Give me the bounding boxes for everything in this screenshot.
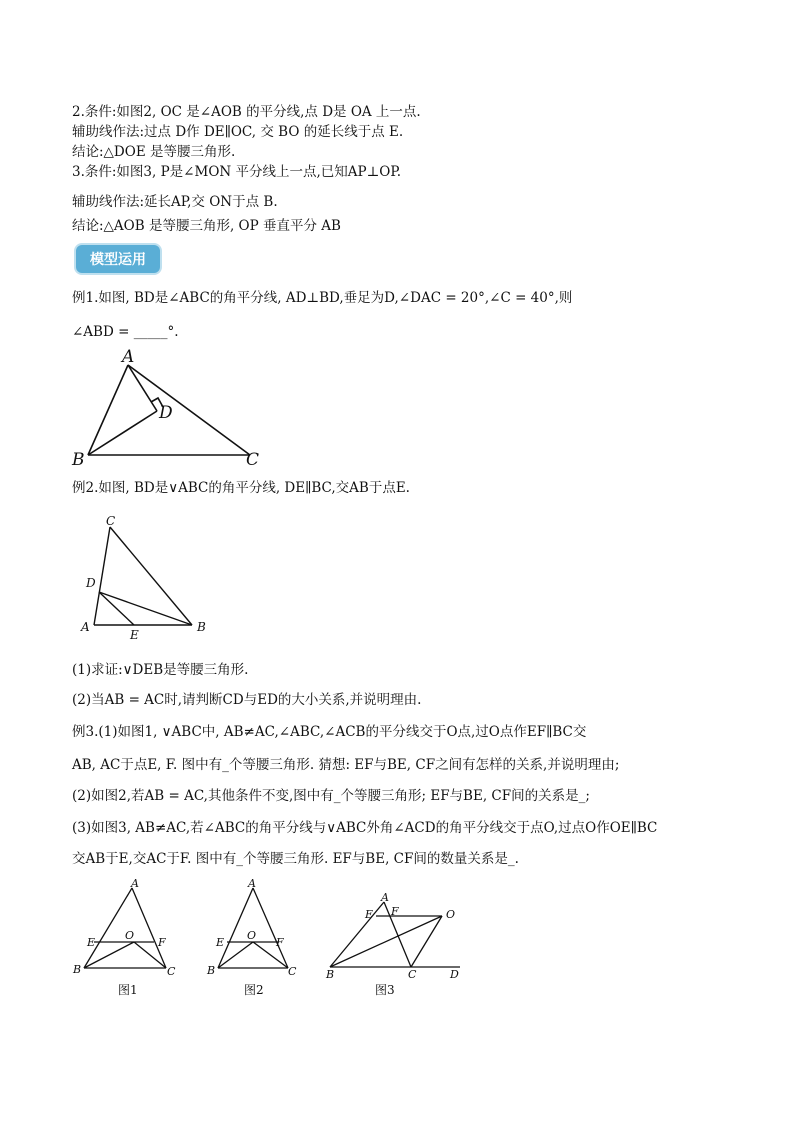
fig2-point-C: C — [288, 965, 297, 978]
figure-2 — [200, 876, 310, 1001]
example-3-part-3-line-2: 交AB于E,交AC于F. 图中有_个等腰三角形. EF与BE, CF间的数量关系是_. — [72, 851, 519, 867]
fig1-point-F: F — [158, 936, 166, 949]
point-A-label: A — [81, 620, 90, 634]
point-A-label: A — [122, 347, 135, 367]
example-2-question-1: (1)求证:∨DEB是等腰三角形. — [72, 662, 249, 678]
fig3-caption: 图3 — [375, 983, 395, 997]
conclusion-2-text: 结论:△DOE 是等腰三角形. — [72, 144, 236, 160]
point-B-label: B — [72, 450, 85, 470]
segment-CA — [94, 527, 110, 625]
example-3-part-3-line-1: (3)如图3, AB≠AC,若∠ABC的角平分线与∨ABC外角∠ACD的角平分线交于点O,过点O作OE∥BC — [72, 820, 658, 836]
aux-line-method-2-text: 辅助线作法:过点 D作 DE∥OC, 交 BO 的延长线于点 E. — [72, 124, 404, 140]
fig2-caption: 图2 — [244, 983, 264, 997]
point-D-label: D — [86, 576, 96, 590]
fig2-point-E: E — [216, 936, 225, 949]
fig1-point-B: B — [73, 963, 82, 976]
point-E-label: E — [130, 628, 139, 642]
example-3-part-2: (2)如图2,若AB = AC,其他条件不变,图中有_个等腰三角形; EF与BE, CF间的关系是_; — [72, 788, 590, 804]
example-1-figure — [70, 345, 270, 470]
fig1-point-A: A — [131, 877, 139, 890]
fig1-point-C: C — [167, 965, 176, 978]
fig3-point-E: E — [365, 908, 374, 921]
segment-AC — [128, 365, 250, 455]
section-badge-model-application: 模型运用 — [76, 245, 160, 273]
fig2-point-A: A — [248, 877, 256, 890]
fig1-caption: 图1 — [118, 983, 138, 997]
point-C-label: C — [246, 450, 260, 470]
fig3-point-B: B — [326, 968, 335, 981]
fig2-point-O: O — [247, 929, 257, 942]
example-1-answer-blank: ∠ABD = _____°. — [72, 324, 179, 340]
example-1-text: 例1.如图, BD是∠ABC的角平分线, AD⊥BD,垂足为D,∠DAC = 20°,∠C = 40°,则 — [72, 290, 573, 306]
aux-line-method-3-text: 辅助线作法:延长AP,交 ON于点 B. — [72, 194, 278, 210]
point-B-label: B — [197, 620, 206, 634]
segment-AD — [128, 365, 157, 411]
fig1-point-E: E — [87, 936, 96, 949]
example-2-question-2: (2)当AB = AC时,请判断CD与ED的大小关系,并说明理由. — [72, 692, 422, 708]
fig2-point-B: B — [207, 964, 216, 977]
example-3-part-1-line-1: 例3.(1)如图1, ∨ABC中, AB≠AC,∠ABC,∠ACB的平分线交于O点,过O点作EF∥BC交 — [72, 724, 587, 740]
fig3-point-C: C — [408, 968, 417, 981]
fig1-point-O: O — [125, 929, 135, 942]
condition-2-text: 2.条件:如图2, OC 是∠AOB 的平分线,点 D是 OA 上一点. — [72, 104, 421, 120]
point-D-label: D — [159, 403, 173, 423]
figure-1 — [70, 876, 190, 1001]
fig3-point-D: D — [450, 968, 459, 981]
fig3-point-F: F — [391, 905, 399, 918]
example-2-text: 例2.如图, BD是∨ABC的角平分线, DE∥BC,交AB于点E. — [72, 480, 410, 496]
fig2-point-F: F — [276, 936, 284, 949]
fig3-point-O: O — [446, 908, 456, 921]
fig3-point-A: A — [381, 891, 389, 904]
point-C-label: C — [106, 514, 116, 528]
condition-3-text: 3.条件:如图3, P是∠MON 平分线上一点,已知AP⊥OP. — [72, 164, 402, 180]
example-3-part-1-line-2: AB, AC于点E, F. 图中有_个等腰三角形. 猜想: EF与BE, CF之间有怎样的关系,并说明理由; — [72, 757, 620, 773]
figure-3 — [320, 886, 470, 1001]
example-2-figure — [76, 513, 216, 643]
conclusion-3-text: 结论:△AOB 是等腰三角形, OP 垂直平分 AB — [72, 218, 341, 234]
segment-DE — [99, 592, 134, 625]
